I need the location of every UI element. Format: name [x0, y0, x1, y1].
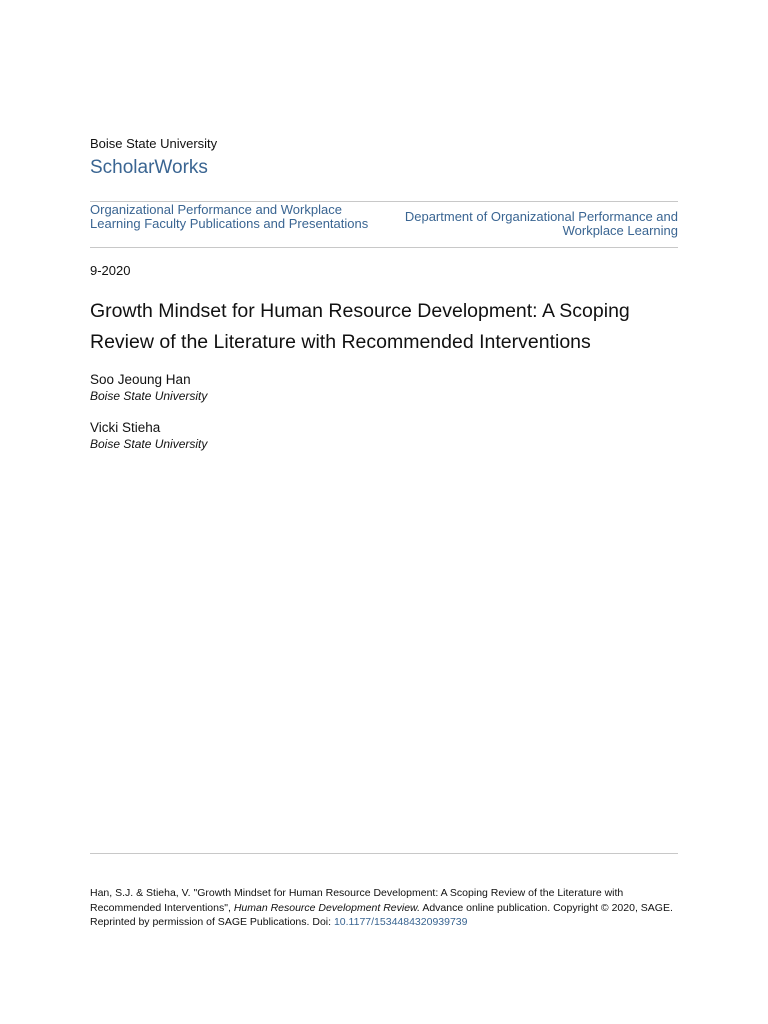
author-block: [90, 372, 207, 403]
citation-tail: Advance online publication. Copyright © 2020, SAGE. Reprinted by permission of SAGE Publications. Doi:: [90, 901, 673, 928]
author-name: Soo Jeoung Han: [90, 372, 191, 387]
doi-link[interactable]: 10.1177/1534484320939739: [333, 916, 468, 928]
footer-divider: [90, 853, 678, 854]
author-affiliation: Boise State University: [90, 389, 208, 403]
author-name: Vicki Stieha: [90, 420, 161, 435]
publication-date: 9-2020: [90, 263, 131, 278]
faculty-publications-link[interactable]: Organizational Performance and Workplace Learning Faculty Publications and Presentations: [90, 202, 369, 231]
author-block: [90, 420, 207, 451]
citation-journal: Human Resource Development Review.: [233, 901, 420, 914]
citation-lead: Han, S.J. & Stieha, V. "Growth Mindset for Human Resource Development: A Scoping Review of the Literature with Recommended Interventions",: [90, 887, 624, 914]
document-title: Growth Mindset for Human Resource Development: A Scoping Review of the Literature with Recommended Interventions: [90, 300, 630, 353]
institution-name: Boise State University: [90, 136, 218, 151]
scholarworks-link[interactable]: ScholarWorks: [90, 157, 208, 178]
collections-bar: [90, 201, 678, 248]
citation-text: [90, 886, 678, 930]
department-link[interactable]: Department of Organizational Performance and Workplace Learning: [404, 209, 678, 238]
author-affiliation: Boise State University: [90, 437, 208, 451]
cover-page: [90, 0, 678, 1024]
